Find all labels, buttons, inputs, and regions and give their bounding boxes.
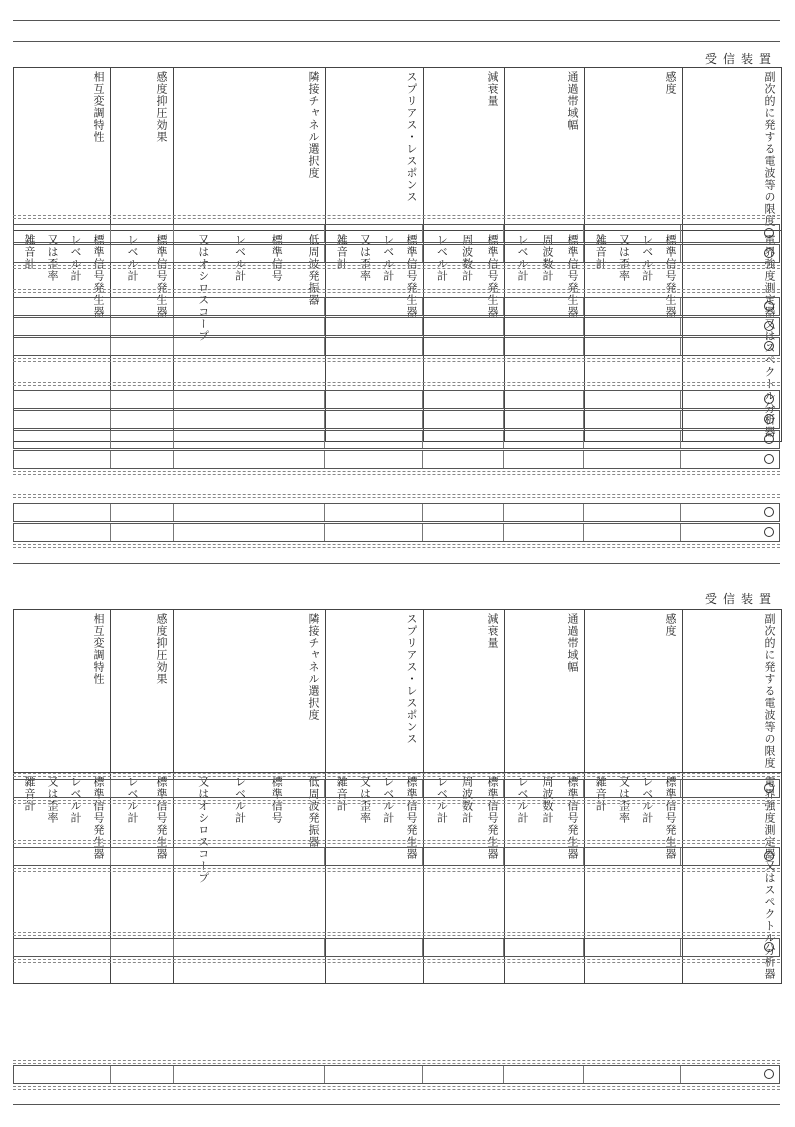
table-cell — [111, 1066, 174, 1083]
table-cell — [681, 848, 779, 865]
table-cell — [423, 848, 504, 865]
table-cell — [325, 391, 423, 408]
table-cell — [111, 411, 174, 428]
table-cell — [174, 1066, 326, 1083]
table-cell — [423, 504, 504, 521]
table-cell — [14, 225, 111, 242]
table-row — [13, 847, 780, 866]
table-cell — [584, 245, 682, 262]
circle-mark-icon — [764, 507, 774, 517]
table-cell — [325, 245, 423, 262]
table-cell — [504, 318, 584, 335]
table-cell — [325, 225, 423, 242]
table-cell — [504, 298, 584, 315]
circle-mark-icon — [764, 851, 774, 861]
dashed-separator — [13, 1060, 780, 1064]
table-cell — [423, 524, 504, 541]
circle-mark-icon — [764, 414, 774, 424]
table-cell — [325, 431, 423, 448]
table-cell — [14, 451, 111, 468]
table-cell — [681, 391, 779, 408]
table-cell — [504, 848, 584, 865]
dashed-separator — [13, 382, 780, 386]
table-cell — [584, 338, 682, 355]
table-cell — [584, 780, 682, 797]
table-cell — [325, 318, 423, 335]
table-cell — [174, 848, 326, 865]
table-cell — [111, 504, 174, 521]
col-title-sensitivity: 感度 — [585, 68, 683, 231]
dashed-separator — [13, 959, 780, 963]
table-cell — [584, 1066, 682, 1083]
table-cell — [423, 1066, 504, 1083]
top-rule-1 — [13, 20, 780, 21]
table-cell — [504, 225, 584, 242]
col-items-mutual-modulation: 標準信号発生器 レベル計 又は歪率 雑音計 — [14, 231, 111, 442]
table-row — [13, 1065, 780, 1084]
table-cell — [111, 225, 174, 242]
col-title-adjacent-channel: 隣接チャネル選択度 — [174, 68, 326, 231]
col-items-spurious: 標準信号発生器 レベル計 又は歪率 雑音計 — [326, 231, 424, 442]
table-cell — [584, 225, 682, 242]
table-cell — [174, 411, 326, 428]
table-cell — [584, 431, 682, 448]
table-cell — [14, 245, 111, 262]
dashed-separator — [13, 932, 780, 936]
table-cell — [423, 245, 504, 262]
table-cell — [14, 391, 111, 408]
table-cell — [504, 1066, 584, 1083]
header-table-2: 相互変調特性 感度抑圧効果 隣接チャネル選択度 スプリアス・レスポンス 減衰量 通過帯域幅 感度 副次的に発する電波等の限度 標準信号発生器 レベル計 又は歪率 雑音計 標準信号発生器 レベル計 低周波発振器 標準信号 レベル計 又はオシロスコープ 標準信号発生器 レベル計 又は歪率 雑音計 標準信号発生器 周波数計 レベル計 標準信号発生器 周波数計 レベル計 標準信号発生器 レベル計 又は歪率 雑音計 電界強度測定器又はスペクトル分析器 — [13, 609, 782, 984]
table-cell — [681, 431, 779, 448]
table-cell — [174, 431, 326, 448]
table-cell — [584, 391, 682, 408]
dashed-separator — [13, 471, 780, 475]
table-cell — [14, 318, 111, 335]
circle-mark-icon — [764, 783, 774, 793]
table-cell — [423, 391, 504, 408]
table-cell — [423, 338, 504, 355]
bottom-rule — [13, 1104, 780, 1105]
table-cell — [111, 338, 174, 355]
table-cell — [584, 318, 682, 335]
col-items-attenuation: 標準信号発生器 周波数計 レベル計 — [424, 231, 505, 442]
table-cell — [111, 780, 174, 797]
table-row — [13, 503, 780, 522]
table-cell — [325, 411, 423, 428]
table-cell — [325, 451, 423, 468]
table-row — [13, 224, 780, 243]
table-cell — [325, 338, 423, 355]
dashed-separator — [13, 868, 780, 872]
table-cell — [504, 451, 584, 468]
table-cell — [14, 298, 111, 315]
dashed-separator — [13, 773, 780, 777]
table-cell — [423, 225, 504, 242]
table-cell — [681, 504, 779, 521]
table-cell — [325, 298, 423, 315]
table-cell — [111, 318, 174, 335]
table-cell — [504, 780, 584, 797]
dashed-separator — [13, 289, 780, 293]
circle-mark-icon — [764, 527, 774, 537]
table-cell — [14, 1066, 111, 1083]
table-row — [13, 523, 780, 542]
dashed-separator — [13, 358, 780, 362]
table-cell — [584, 848, 682, 865]
top-rule-2 — [13, 41, 780, 42]
table-cell — [504, 524, 584, 541]
table-cell — [174, 298, 326, 315]
col-title-attenuation: 減衰量 — [424, 68, 505, 231]
table-cell — [504, 431, 584, 448]
dashed-separator — [13, 265, 780, 269]
table-cell — [681, 1066, 779, 1083]
table-row — [13, 297, 780, 316]
table-cell — [111, 451, 174, 468]
table-cell — [584, 939, 682, 956]
table-cell — [681, 318, 779, 335]
table-cell — [504, 939, 584, 956]
table-cell — [174, 780, 326, 797]
table-cell — [111, 848, 174, 865]
table-row — [13, 410, 780, 429]
table-cell — [504, 411, 584, 428]
table-cell — [174, 524, 326, 541]
table-cell — [111, 245, 174, 262]
col-items-passband: 標準信号発生器 周波数計 レベル計 — [505, 231, 585, 442]
table-cell — [174, 225, 326, 242]
circle-mark-icon — [764, 301, 774, 311]
circle-mark-icon — [764, 1069, 774, 1079]
table-cell — [423, 780, 504, 797]
col-title-desensitization: 感度抑圧効果 — [111, 68, 174, 231]
col-title-spurious-emission-limit: 副次的に発する電波等の限度 — [683, 68, 782, 231]
table-cell — [174, 318, 326, 335]
table-row — [13, 430, 780, 449]
table-cell — [325, 939, 423, 956]
section-separator — [13, 563, 780, 564]
table-row — [13, 390, 780, 409]
col-items-adjacent-channel: 低周波発振器 標準信号 レベル計 又はオシロスコープ — [174, 231, 326, 442]
table-cell — [14, 780, 111, 797]
table-cell — [423, 318, 504, 335]
table-cell — [325, 848, 423, 865]
circle-mark-icon — [764, 454, 774, 464]
circle-mark-icon — [764, 341, 774, 351]
table-cell — [584, 504, 682, 521]
table-cell — [681, 338, 779, 355]
table-cell — [111, 298, 174, 315]
table-cell — [14, 524, 111, 541]
table-cell — [584, 411, 682, 428]
table-cell — [681, 298, 779, 315]
table-row — [13, 779, 780, 798]
table-cell — [14, 848, 111, 865]
col-items-spurious-emission-limit: 電界強度測定器又はスペクトル分析器 — [683, 231, 782, 442]
table-cell — [504, 245, 584, 262]
circle-mark-icon — [764, 942, 774, 952]
table-cell — [174, 245, 326, 262]
table-row — [13, 317, 780, 336]
table-cell — [111, 524, 174, 541]
table-cell — [584, 451, 682, 468]
dashed-separator — [13, 1086, 780, 1090]
table-cell — [14, 411, 111, 428]
table-cell — [174, 939, 326, 956]
table-cell — [174, 338, 326, 355]
table-cell — [504, 338, 584, 355]
dashed-separator — [13, 494, 780, 498]
col-items-desensitization: 標準信号発生器 レベル計 — [111, 231, 174, 442]
table-cell — [174, 504, 326, 521]
circle-mark-icon — [764, 248, 774, 258]
dashed-separator — [13, 544, 780, 548]
table-cell — [504, 504, 584, 521]
table-row — [13, 938, 780, 957]
table-cell — [681, 524, 779, 541]
dashed-separator — [13, 215, 780, 219]
table-cell — [681, 225, 779, 242]
table-cell — [174, 391, 326, 408]
table-cell — [325, 524, 423, 541]
table-cell — [325, 780, 423, 797]
circle-mark-icon — [764, 434, 774, 444]
col-title-mutual-modulation: 相互変調特性 — [14, 68, 111, 231]
circle-mark-icon — [764, 228, 774, 238]
table-cell — [14, 338, 111, 355]
section-title-2: 受信装置 — [704, 592, 777, 606]
table-cell — [14, 504, 111, 521]
table-cell — [681, 411, 779, 428]
table-cell — [325, 1066, 423, 1083]
table-cell — [423, 431, 504, 448]
col-items-sensitivity: 標準信号発生器 レベル計 又は歪率 雑音計 — [585, 231, 683, 442]
table-cell — [681, 245, 779, 262]
table-cell — [111, 431, 174, 448]
section-title-1: 受信装置 — [704, 52, 777, 66]
col-title-spurious: スプリアス・レスポンス — [326, 68, 424, 231]
circle-mark-icon — [764, 321, 774, 331]
table-cell — [423, 298, 504, 315]
table-cell — [174, 451, 326, 468]
dashed-separator — [13, 800, 780, 804]
table-row — [13, 337, 780, 356]
table-cell — [14, 939, 111, 956]
table-cell — [14, 431, 111, 448]
table-cell — [423, 939, 504, 956]
dashed-separator — [13, 840, 780, 844]
table-cell — [423, 451, 504, 468]
table-cell — [681, 780, 779, 797]
table-cell — [681, 939, 779, 956]
table-row — [13, 450, 780, 469]
col-title-passband: 通過帯域幅 — [505, 68, 585, 231]
table-cell — [423, 411, 504, 428]
table-cell — [325, 504, 423, 521]
table-cell — [111, 391, 174, 408]
circle-mark-icon — [764, 394, 774, 404]
table-cell — [111, 939, 174, 956]
table-cell — [504, 391, 584, 408]
table-cell — [584, 524, 682, 541]
table-row — [13, 244, 780, 263]
table-cell — [584, 298, 682, 315]
table-cell — [681, 451, 779, 468]
